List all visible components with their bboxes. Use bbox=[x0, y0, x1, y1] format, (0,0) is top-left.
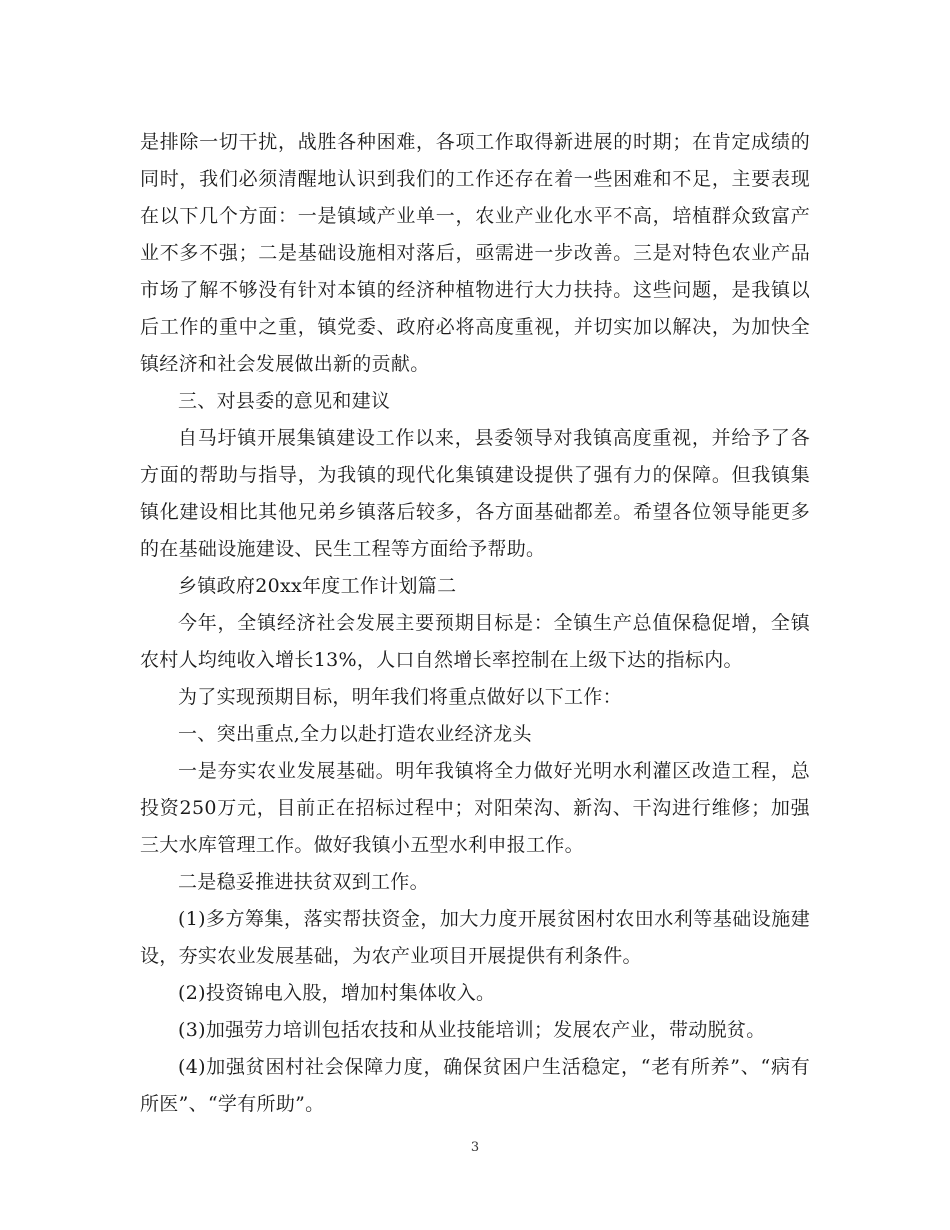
list-item: (2)投资锦电入股，增加村集体收入。 bbox=[178, 982, 496, 1004]
paragraph: 为了实现预期目标，明年我们将重点做好以下工作： bbox=[178, 686, 622, 708]
paragraph: 一是夯实农业发展基础。明年我镇将全力做好光明水利灌区改造工程，总投资250万元，目前正在招标过程中；对阳荣沟、新沟、干沟进行维修；加强三大水库管理工作。做好我镇小五型水利申报工作。 bbox=[140, 760, 810, 856]
section-heading: 一、突出重点,全力以赴打造农业经济龙头 bbox=[178, 723, 532, 745]
page-number: 3 bbox=[470, 1140, 480, 1155]
list-item: (3)加强劳力培训包括农技和从业技能培训；发展农产业，带动脱贫。 bbox=[178, 1019, 766, 1041]
document-body bbox=[140, 124, 810, 1123]
list-item: (1)多方筹集，落实帮扶资金，加大力度开展贫困村农田水利等基础设施建设，夯实农业发展基础，为农产业项目开展提供有利条件。 bbox=[140, 908, 810, 967]
list-item: (4)加强贫困村社会保障力度，确保贫困户生活稳定，“老有所养”、“病有所医”、“学有所助”。 bbox=[140, 1056, 810, 1115]
section-heading: 三、对县委的意见和建议 bbox=[178, 390, 391, 412]
paragraph: 二是稳妥推进扶贫双到工作。 bbox=[178, 871, 429, 893]
paragraph: 今年，全镇经济社会发展主要预期目标是：全镇生产总值保稳促增，全镇农村人均纯收入增长13%，人口自然增长率控制在上级下达的指标内。 bbox=[140, 612, 810, 671]
section-title: 乡镇政府20xx年度工作计划篇二 bbox=[178, 575, 457, 597]
paragraph: 是排除一切干扰，战胜各种困难，各项工作取得新进展的时期；在肯定成绩的同时，我们必须清醒地认识到我们的工作还存在着一些困难和不足，主要表现在以下几个方面：一是镇域产业单一，农业产业化水平不高，培植群众致富产业不多不强；二是基础设施相对落后，亟需进一步改善。三是对特色农业产品市场了解不够没有针对本镇的经济种植物进行大力扶持。这些问题，是我镇以后工作的重中之重，镇党委、政府必将高度重视，并切实加以解决，为加快全镇经济和社会发展做出新的贡献。 bbox=[140, 131, 810, 375]
paragraph: 自马圩镇开展集镇建设工作以来，县委领导对我镇高度重视，并给予了各方面的帮助与指导，为我镇的现代化集镇建设提供了强有力的保障。但我镇集镇化建设相比其他兄弟乡镇落后较多，各方面基础都差。希望各位领导能更多的在基础设施建设、民生工程等方面给予帮助。 bbox=[140, 427, 810, 560]
